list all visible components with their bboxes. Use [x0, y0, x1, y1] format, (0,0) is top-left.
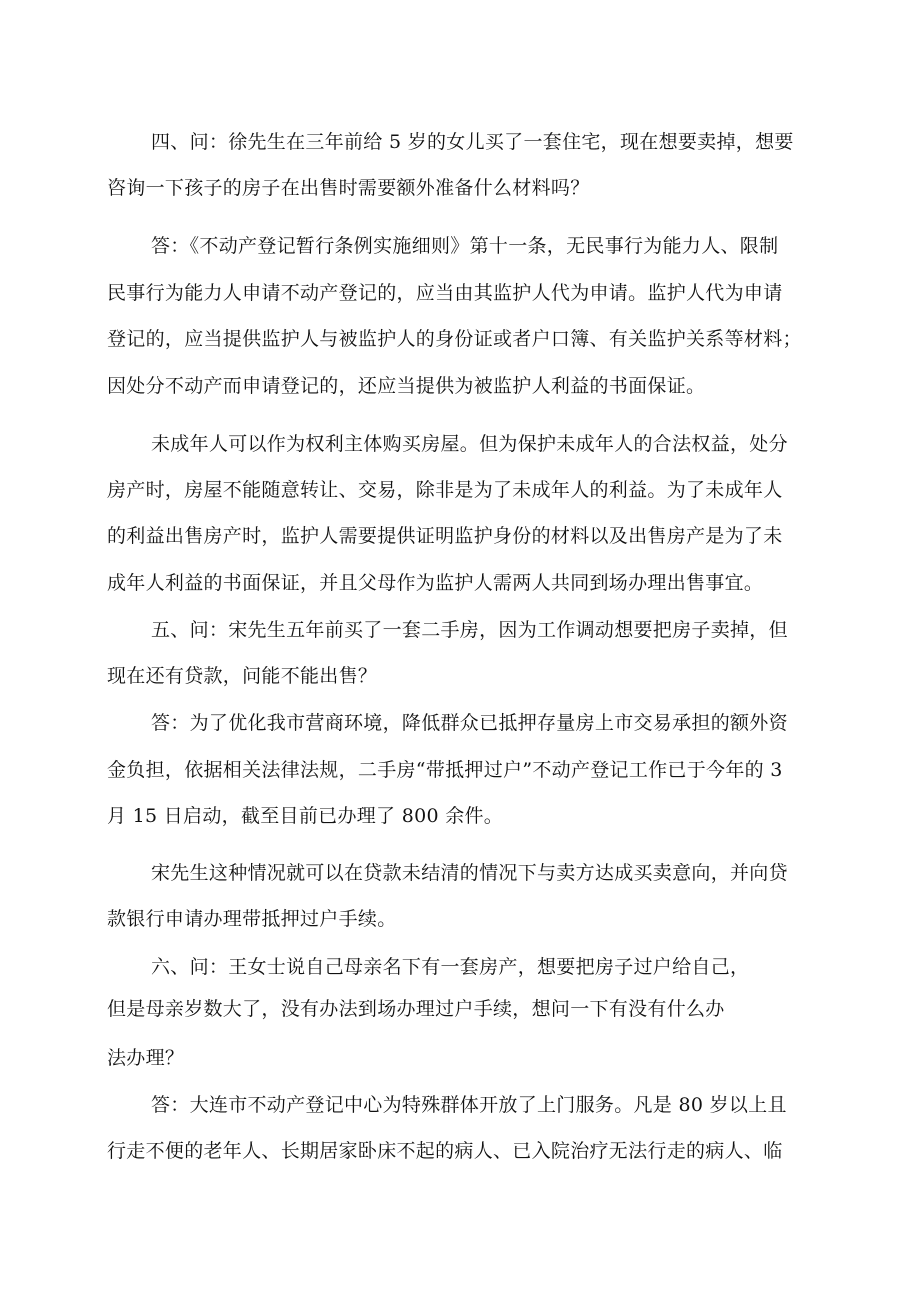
q4-answer-line-3: 登记的，应当提供监护人与被监护人的身份证或者户口簿、有关监护关系等材料； [107, 328, 802, 350]
q4-answer-line-1: 答：《不动产登记暂行条例实施细则》第十一条，无民事行为能力人、限制 [151, 235, 779, 257]
q6-question-line-1: 六、问：王女士说自己母亲名下有一套房产，想要把房子过户给自己， [151, 956, 750, 978]
q4-question-line-2: 咨询一下孩子的房子在出售时需要额外准备什么材料吗？ [107, 177, 590, 199]
q6-question-line-2: 但是母亲岁数大了，没有办法到场办理过户手续，想问一下有没有什么办 [107, 998, 725, 1020]
q5-question-line-2: 现在还有贷款，问能不能出售？ [107, 665, 378, 687]
q5-note-line-2: 款银行申请办理带抵押过户手续。 [107, 908, 397, 930]
q4-answer-line-4: 因处分不动产而申请登记的，还应当提供为被监护人利益的书面保证。 [107, 375, 706, 397]
q4-note-line-1: 未成年人可以作为权利主体购买房屋。但为保护未成年人的合法权益，处分 [151, 433, 788, 455]
q5-answer-line-1: 答：为了优化我市营商环境，降低群众已抵押存量房上市交易承担的额外资 [151, 712, 788, 734]
q6-question-line-3: 法办理？ [107, 1047, 185, 1069]
q4-note-line-2: 房产时，房屋不能随意转让、交易，除非是为了未成年人的利益。为了未成年人 [107, 479, 783, 501]
q4-note-line-3: 的利益出售房产时，监护人需要提供证明监护身份的材料以及出售房产是为了未 [107, 525, 783, 547]
q6-answer-line-2: 行走不便的老年人、长期居家卧床不起的病人、已入院治疗无法行走的病人、临 [107, 1140, 783, 1162]
q6-answer-line-1: 答：大连市不动产登记中心为特殊群体开放了上门服务。凡是 80 岁以上且 [151, 1094, 787, 1116]
q4-note-line-4: 成年人利益的书面保证，并且父母作为监护人需两人共同到场办理出售事宜。 [107, 572, 764, 594]
q5-note-line-1: 宋先生这种情况就可以在贷款未结清的情况下与卖方达成买卖意向，并向贷 [151, 862, 788, 884]
q5-question-line-1: 五、问：宋先生五年前买了一套二手房，因为工作调动想要把房子卖掉，但 [151, 619, 788, 641]
q5-answer-line-2: 金负担，依据相关法律法规，二手房“带抵押过户”不动产登记工作已于今年的 3 [107, 759, 783, 781]
q4-question-line-1: 四、问：徐先生在三年前给 5 岁的女儿买了一套住宅，现在想要卖掉，想要 [151, 131, 794, 153]
q5-answer-line-3: 月 15 日启动，截至目前已办理了 800 余件。 [107, 805, 504, 827]
q4-answer-line-2: 民事行为能力人申请不动产登记的，应当由其监护人代为申请。监护人代为申请 [107, 282, 783, 304]
